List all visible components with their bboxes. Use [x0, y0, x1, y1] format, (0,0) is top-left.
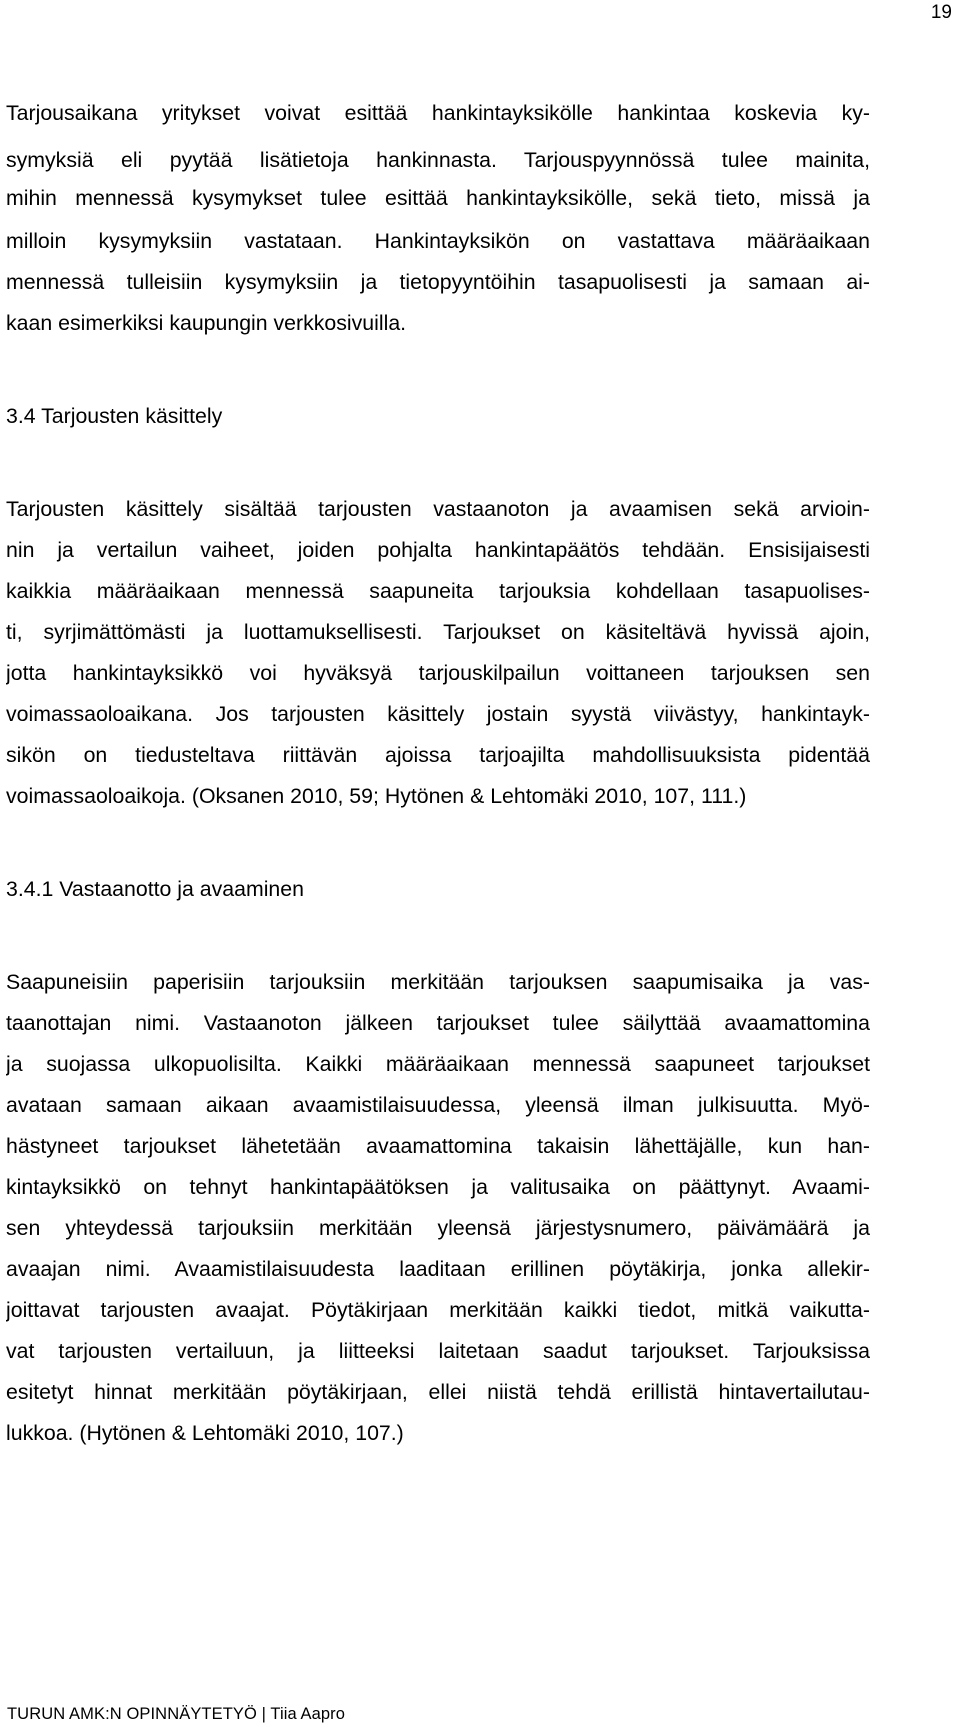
paragraph-2-line: kaikkia määräaikaan mennessä saapuneita tarjouksia kohdellaan tasapuolises-: [6, 579, 870, 603]
paragraph-3-line: esitetyt hinnat merkitään pöytäkirjaan, ellei niistä tehdä erillistä hintavertailutau-: [6, 1380, 870, 1404]
paragraph-2-line: voimassaoloaikana. Jos tarjousten käsittely jostain syystä viivästyy, hankintayk-: [6, 702, 870, 726]
paragraph-2-line: jotta hankintayksikkö voi hyväksyä tarjouskilpailun voittaneen tarjouksen sen: [6, 661, 870, 685]
paragraph-3-line: avataan samaan aikaan avaamistilaisuudessa, yleensä ilman julkisuutta. Myö-: [6, 1093, 870, 1117]
section-heading: 3.4 Tarjousten käsittely: [6, 404, 223, 428]
paragraph-3-line: joittavat tarjousten avaajat. Pöytäkirjaan merkitään kaikki tiedot, mitkä vaikutta-: [6, 1298, 870, 1322]
paragraph-2-line: nin ja vertailun vaiheet, joiden pohjalta hankintapäätös tehdään. Ensisijaisesti: [6, 538, 870, 562]
paragraph-1-line: mihin mennessä kysymykset tulee esittää hankintayksikölle, sekä tieto, missä ja: [6, 186, 870, 210]
paragraph-1-line: Tarjousaikana yritykset voivat esittää hankintayksikölle hankintaa koskevia ky-: [6, 101, 870, 125]
paragraph-2-line: ti, syrjimättömästi ja luottamuksellisesti. Tarjoukset on käsiteltävä hyvissä ajoin,: [6, 620, 870, 644]
paragraph-3-line: hästyneet tarjoukset lähetetään avaamattomina takaisin lähettäjälle, kun han-: [6, 1134, 870, 1158]
paragraph-1-line: kaan esimerkiksi kaupungin verkkosivuilla.: [6, 311, 407, 335]
paragraph-3-line: ja suojassa ulkopuolisilta. Kaikki määräaikaan mennessä saapuneet tarjoukset: [6, 1052, 870, 1076]
paragraph-3-line: lukkoa. (Hytönen & Lehtomäki 2010, 107.): [6, 1421, 404, 1445]
paragraph-3-line: sen yhteydessä tarjouksiin merkitään yleensä järjestysnumero, päivämäärä ja: [6, 1216, 870, 1240]
paragraph-1-line: symyksiä eli pyytää lisätietoja hankinnasta. Tarjouspyynnössä tulee mainita,: [6, 148, 870, 172]
paragraph-2-line: Tarjousten käsittely sisältää tarjousten vastaanoton ja avaamisen sekä arvioin-: [6, 497, 870, 521]
paragraph-3-line: Saapuneisiin paperisiin tarjouksiin merkitään tarjouksen saapumisaika ja vas-: [6, 970, 870, 994]
paragraph-1-line: mennessä tulleisiin kysymyksiin ja tietopyyntöihin tasapuolisesti ja samaan ai-: [6, 270, 870, 294]
paragraph-1-line: milloin kysymyksiin vastataan. Hankintayksikön on vastattava määräaikaan: [6, 229, 870, 253]
paragraph-2-line: voimassaoloaikoja. (Oksanen 2010, 59; Hytönen & Lehtomäki 2010, 107, 111.): [6, 784, 747, 808]
paragraph-3-line: vat tarjousten vertailuun, ja liitteeksi laitetaan saadut tarjoukset. Tarjouksissa: [6, 1339, 870, 1363]
paragraph-3-line: kintayksikkö on tehnyt hankintapäätöksen ja valitusaika on päättynyt. Avaami-: [6, 1175, 870, 1199]
paragraph-3-line: taanottajan nimi. Vastaanoton jälkeen tarjoukset tulee säilyttää avaamattomina: [6, 1011, 870, 1035]
paragraph-2-line: sikön on tiedusteltava riittävän ajoissa tarjoajilta mahdollisuuksista pidentää: [6, 743, 870, 767]
page-footer: TURUN AMK:N OPINNÄYTETYÖ | Tiia Aapro: [7, 1705, 346, 1723]
subsection-heading: 3.4.1 Vastaanotto ja avaaminen: [6, 877, 304, 901]
page-number: 19: [930, 2, 952, 23]
paragraph-3-line: avaajan nimi. Avaamistilaisuudesta laaditaan erillinen pöytäkirja, jonka allekir-: [6, 1257, 870, 1281]
